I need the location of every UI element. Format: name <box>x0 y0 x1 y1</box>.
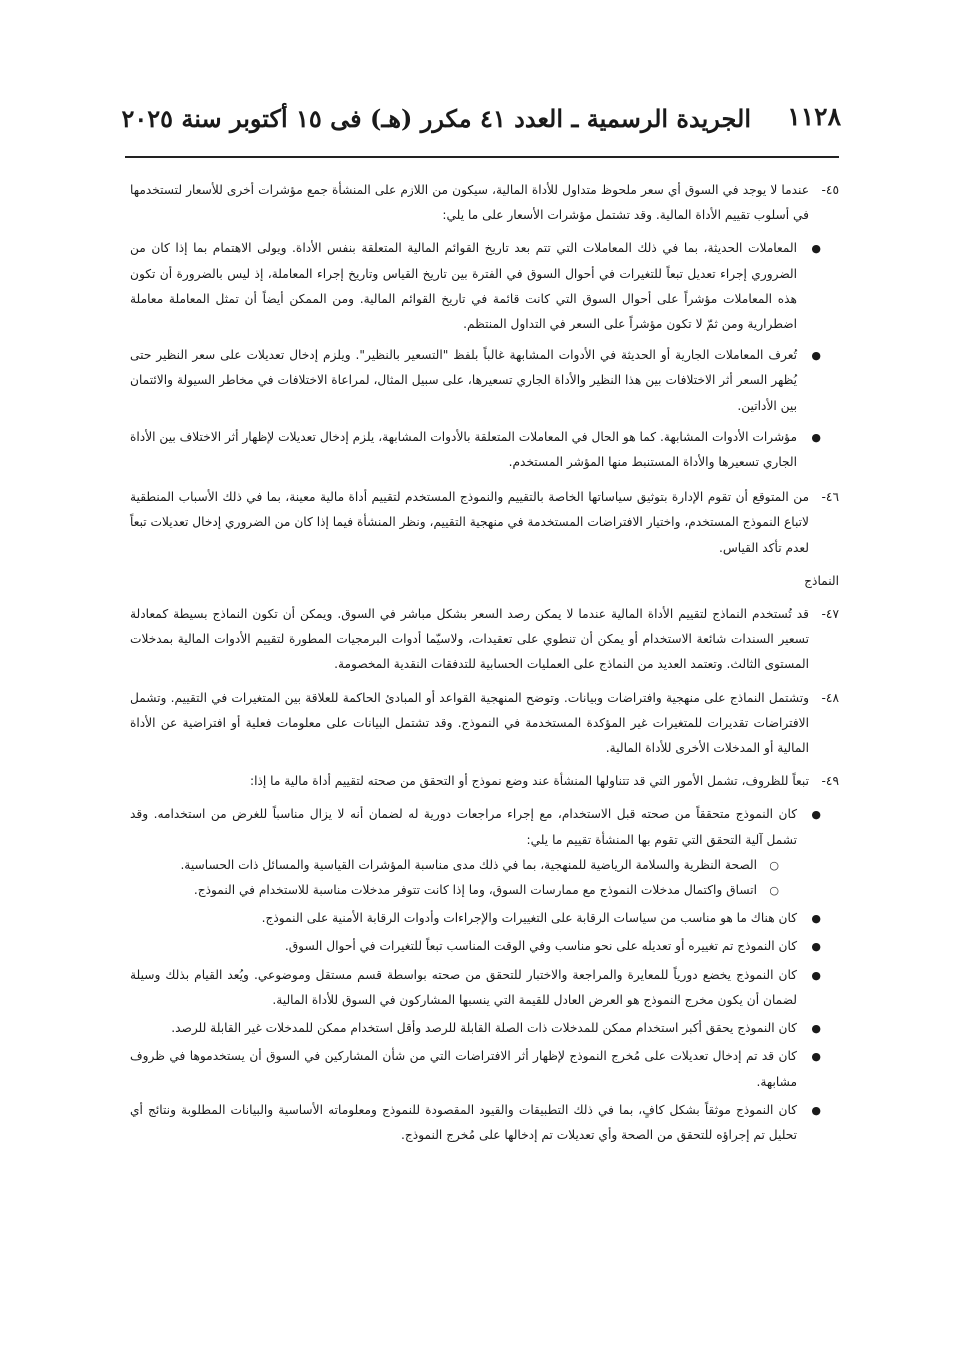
paragraph-number: ٤٦- <box>821 490 839 505</box>
paragraph-number: ٤٨- <box>821 690 839 705</box>
bullet-icon: ● <box>811 940 821 954</box>
price-indicators-list <box>130 236 839 475</box>
paragraph-number: ٤٩- <box>821 774 839 789</box>
paragraph-number: ٤٧- <box>821 607 839 622</box>
list-item-text: كان النموذج تم تغييره أو تعديله على نحو مناسب وفي الوقت المناسب تبعاً للتغيرات في أحوال السوق. <box>284 939 797 954</box>
list-item-text: كان النموذج يحقق أكبر استخدام ممكن للمدخلات ذات الصلة القابلة للرصد وأقل استخدام ممكن للمدخلات غير القابلة للرصد. <box>171 1021 797 1036</box>
circle-bullet-icon: ○ <box>769 858 779 872</box>
bullet-icon: ● <box>811 349 821 363</box>
list-item <box>130 963 821 1013</box>
list-item <box>130 1016 821 1041</box>
bullet-icon: ● <box>811 1022 821 1036</box>
sub-list-item <box>130 853 779 878</box>
list-item <box>130 934 821 959</box>
list-item <box>130 236 821 337</box>
list-item-text: كان هناك ما هو مناسب من سياسات الرقابة على التغييرات والإجراءات وأدوات الرقابة الأمنية على النموذج. <box>261 911 797 926</box>
bullet-icon: ● <box>811 1103 821 1117</box>
sub-list-item-text: اتساق واكتمال مدخلات النموذج مع ممارسات السوق، وما إذا كانت تتوفر مدخلات مناسبة للاستخدام في النموذج. <box>193 883 757 898</box>
bullet-icon: ● <box>811 968 821 982</box>
list-item-text: تُعرف المعاملات الجارية أو الحديثة في الأدوات المشابهة غالباً بلفظ "التسعير بالنظير". ويلزم إدخال تعديلات على سعر النظير حتى يُظهر السعر أثر الاختلافات بين هذا النظير والأداة الجاري تسعيرها، على سبيل المثال، لمراعاة الاختلافات في مخاطر السيولة والائتمان بين الأداتين. <box>130 348 797 413</box>
list-item-text: كان النموذج متحققاً من صحته قبل الاستخدام، مع إجراء مراجعات دورية له لضمان أنه لا يزال مناسباً للغرض من استخدامه. وقد تشمل آلية التحقق التي تقوم بها المنشأة تقييم ما يلي: <box>130 807 797 847</box>
page-header <box>121 102 841 152</box>
sub-list-item <box>130 878 779 903</box>
validation-sub-list <box>130 853 797 903</box>
bullet-icon: ● <box>811 242 821 256</box>
list-item-text: كان النموذج موثقاً بشكل كافٍ، بما في ذلك التطبيقات والقيود المقصودة للنموذج ومعلوماته الأساسية والبيانات المطلوبة ونتائج أي تحليل تم إجراؤه للتحقق من الصحة وأي تعديلات تم إدخالها على مُخرج النموذج. <box>130 1102 797 1142</box>
section-heading: النماذج <box>804 573 839 588</box>
paragraph-45 <box>130 178 839 228</box>
bullet-icon: ● <box>811 430 821 444</box>
paragraph-text: تبعاً للظروف، تشمل الأمور التي قد تتناولها المنشأة عند وضع نموذج أو التحقق من صحته لتقييم أداة مالية ما إذا: <box>249 774 809 789</box>
model-considerations-list <box>130 802 839 1148</box>
paragraph-text: وتشتمل النماذج على منهجية وافتراضات وبيانات. وتوضح المنهجية القواعد أو المبادئ الحاكمة للعلاقة بين المتغيرات في التقييم. وتشمل الافتراضات تقديرات للمتغيرات غير المؤكدة المستخدمة في النموذج. وقد تشتمل البيانات على معلومات فعلية أو افتراضية عن الأداة المالية أو المدخلات الأخرى للأداة المالية. <box>130 690 809 756</box>
list-item-text: المعاملات الحديثة، بما في ذلك المعاملات التي تتم بعد تاريخ القوائم المالية المتعلقة بنفس الأداة. ويولى الاهتمام بما إذا كان من الضروري إجراء تعديل تبعاً للتغيرات في أحوال السوق في الفترة بين تاريخ القياس وتاريخ إجراء المعاملة، إذ ليس بالضرورة أن تكون هذه المعاملات مؤشراً على أحوال السوق التي كانت قائمة في تاريخ القوائم المالية. ومن الممكن أيضاً أن تمثل المعاملة معاملة اضطرارية ومن ثمّ لا تكون مؤشراً على السعر في التداول المنتظم. <box>130 241 797 332</box>
document-body <box>130 178 839 1158</box>
paragraph-46 <box>130 485 839 561</box>
gazette-title: الجريدة الرسمية ـ العدد ٤١ مكرر (هـ) فى ١٥ أكتوبر سنة ٢٠٢٥ <box>121 104 751 133</box>
list-item-text: مؤشرات الأدوات المشابهة. كما هو الحال في المعاملات المتعلقة بالأدوات المشابهة، يلزم إدخال تعديلات لإظهار أثر الاختلاف بين الأداة الجاري تسعيرها والأداة المستنبط منها المؤشر المستخدم. <box>130 429 797 470</box>
list-item <box>130 425 821 475</box>
paragraph-text: من المتوقع أن تقوم الإدارة بتوثيق سياساتها الخاصة بالتقييم والنموذج المستخدم لتقييم أداة مالية معينة، بما في ذلك الأسباب المنطقية لاتباع النموذج المستخدم، واختيار الافتراضات المستخدمة في منهجية التقييم، ونظر المنشأة فيما إذا كان من الضروري إدخال تعديلات تبعاً لعدم تأكد القياس. <box>130 490 809 555</box>
bullet-icon: ● <box>811 1050 821 1064</box>
list-item <box>130 1098 821 1148</box>
bullet-icon: ● <box>811 808 821 822</box>
paragraph-text: عندما لا يوجد في السوق أي سعر ملحوظ متداول للأداة المالية، سيكون من اللازم على المنشأة جمع مؤشرات أخرى للأسعار لتستخدمها في أسلوب تقييم الأداة المالية. وقد تشتمل مؤشرات الأسعار على ما يلي: <box>130 183 809 223</box>
page-number: ١١٢٨ <box>787 102 841 131</box>
list-item <box>130 1044 821 1094</box>
paragraph-49 <box>130 769 839 794</box>
paragraph-48 <box>130 686 839 762</box>
list-item <box>130 906 821 931</box>
header-divider <box>125 156 839 158</box>
sub-list-item-text: الصحة النظرية والسلامة الرياضية للمنهجية، بما في ذلك مدى مناسبة المؤشرات القياسية والمسائل ذات الحساسية. <box>180 857 757 872</box>
paragraph-text: قد تُستخدم النماذج لتقييم الأداة المالية عندما لا يمكن رصد السعر بشكل مباشر في السوق. ويمكن أن تكون النماذج بسيطة كمعادلة تسعير السندات شائعة الاستخدام أو يمكن أن تنطوي على تعقيدات، ولاسيّما أدوات البرمجيات المطورة لتقييم الأدوات المالية بمدخلات المستوى الثالث. وتعتمد العديد من النماذج على العمليات الحسابية للتدفقات النقدية المخصومة. <box>130 607 809 672</box>
list-item <box>130 343 821 419</box>
bullet-icon: ● <box>811 912 821 926</box>
circle-bullet-icon: ○ <box>769 884 779 898</box>
list-item <box>130 802 821 903</box>
list-item-text: كان النموذج يخضع دورياً للمعايرة والمراجعة والاختبار للتحقق من صحته بواسطة قسم مستقل وموضوعي. ويُعد القيام بذلك وسيلة لضمان أن يكون مخرج النموذج هو العرض العادل للقيمة التي ينسبها المشاركون في السوق للأداة المالية. <box>130 967 797 1007</box>
paragraph-number: ٤٥- <box>821 183 839 197</box>
list-item-text: كان قد تم إدخال تعديلات على مُخرج النموذج لإظهار أثر الافتراضات التي من شأن المشاركين في السوق أن يستخدموها في ظروف مشابهة. <box>130 1049 797 1089</box>
paragraph-47 <box>130 602 839 678</box>
